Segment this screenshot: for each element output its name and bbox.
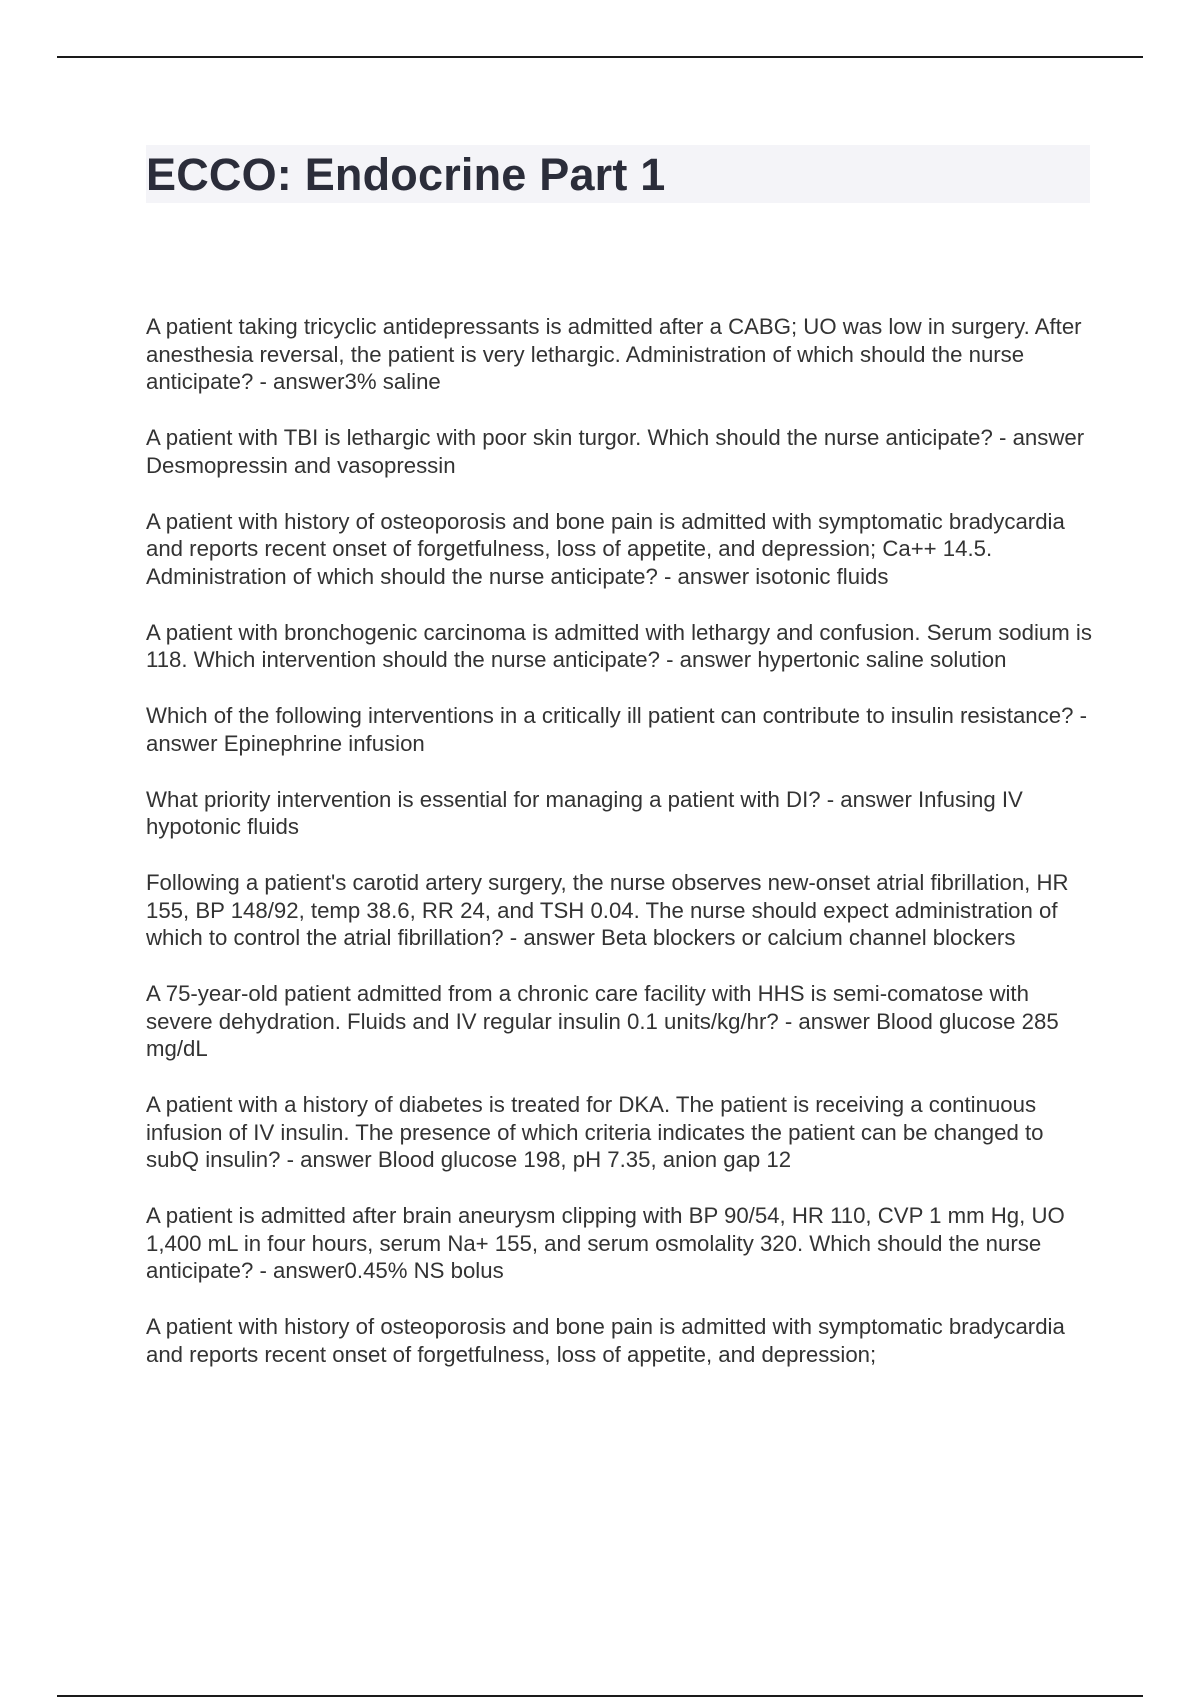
qa-item: What priority intervention is essential for managing a patient with DI? - answer Infusing IV hypotonic fluids [146, 786, 1023, 839]
qa-item: A patient with TBI is lethargic with poor skin turgor. Which should the nurse anticipate? - answer Desmopressin and vasopressin [146, 425, 1085, 478]
bottom-rule [57, 1695, 1143, 1697]
qa-item: A patient with bronchogenic carcinoma is admitted with lethargy and confusion. Serum sodium is 118. Which intervention should the nurse anticipate? - answer hypertonic saline solution [146, 619, 1092, 672]
qa-item: A patient taking tricyclic antidepressants is admitted after a CABG; UO was low in surgery. After anesthesia reversal, the patient is very lethargic. Administration of which should the nurse anticipate? - answer3% saline [146, 314, 1082, 394]
qa-item: A patient with history of osteoporosis and bone pain is admitted with symptomatic bradycardia and reports recent onset of forgetfulness, loss of appetite, and depression; Ca++ 14.5. Administration of which should the nurse anticipate? - answer isotonic fluids [146, 508, 1065, 589]
page-title: ECCO: Endocrine Part 1 [146, 149, 666, 200]
qa-item: A patient is admitted after brain aneurysm clipping with BP 90/54, HR 110, CVP 1 mm Hg, UO 1,400 mL in four hours, serum Na+ 155, and serum osmolality 320. Which should the nurse anticipate? - answer0.45% NS bolus [146, 1203, 1065, 1283]
qa-item: A 75-year-old patient admitted from a chronic care facility with HHS is semi-comatose with severe dehydration. Fluids and IV regular insulin 0.1 units/kg/hr? - answer Blood glucose 285 mg/dL [146, 981, 1059, 1061]
qa-list [146, 313, 1096, 1397]
qa-item: Following a patient's carotid artery surgery, the nurse observes new-onset atrial fibrillation, HR 155, BP 148/92, temp 38.6, RR 24, and TSH 0.04. The nurse should expect administration of which to control the atrial fibrillation? - answer Beta blockers or calcium channel blockers [146, 870, 1069, 950]
qa-item: A patient with history of osteoporosis and bone pain is admitted with symptomatic bradycardia and reports recent onset of forgetfulness, loss of appetite, and depression; [146, 1314, 1065, 1367]
qa-item: A patient with a history of diabetes is treated for DKA. The patient is receiving a continuous infusion of IV insulin. The presence of which criteria indicates the patient can be changed to subQ insulin? - answer Blood glucose 198, pH 7.35, anion gap 12 [146, 1092, 1044, 1172]
top-rule [57, 56, 1143, 58]
qa-item: Which of the following interventions in a critically ill patient can contribute to insulin resistance? - answer Epinephrine infusion [146, 703, 1087, 756]
